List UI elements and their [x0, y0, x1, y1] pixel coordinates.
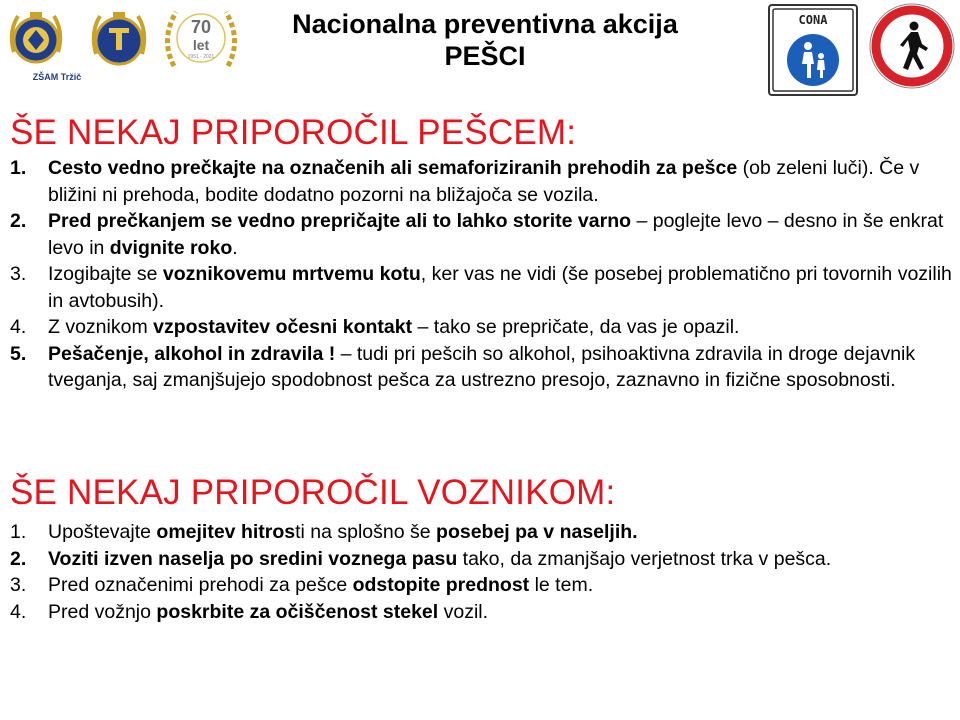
anniversary-badge	[160, 4, 242, 76]
anniversary-years: 1951 - 2021	[187, 54, 215, 60]
anniversary-number: 70	[190, 17, 212, 37]
list-item	[10, 314, 955, 341]
list-item	[10, 572, 955, 599]
item-bold-text: odstopite prednost	[352, 574, 530, 596]
item-text: – poglejte levo – desno in še enkrat levo in	[48, 210, 944, 259]
item-bold-text: poskrbite za očiščenost stekel	[156, 600, 439, 623]
item-number: 1.	[10, 521, 27, 543]
zone-sign-text: CONA	[798, 13, 828, 27]
item-bold-text: dvignite roko	[109, 236, 233, 259]
item-text: Izogibajte se	[48, 263, 163, 285]
drivers-section-title: ŠE NEKAJ PRIPOROČIL VOZNIKOM:	[10, 473, 616, 512]
list-item	[10, 155, 955, 208]
pedestrians-list	[10, 155, 955, 394]
item-bold-text: Pred prečkanjem se vedno prepričajte ali to lahko storite varno	[48, 210, 632, 232]
item-number: 5.	[10, 342, 27, 365]
list-item	[10, 519, 955, 546]
list-item	[10, 546, 955, 573]
item-text: vozil.	[438, 600, 489, 623]
item-text: tako, da zmanjšajo verjetnost trka v pešca.	[457, 547, 832, 570]
list-item	[10, 261, 955, 314]
no-pedestrians-sign	[868, 2, 956, 95]
item-text: Upoštevajte	[48, 521, 157, 543]
item-number: 3.	[10, 574, 27, 596]
item-text: (ob zeleni luči). Če v bližini ni prehoda, bodite dodatno pozorni na bližajoča se vozila.	[48, 157, 920, 206]
list-item	[10, 341, 955, 394]
item-bold-text: posebej pa v naseljih.	[436, 521, 638, 543]
anniversary-word: let	[192, 37, 210, 53]
item-number: 3.	[10, 263, 27, 285]
item-bold-text: Cesto vedno prečkajte na označenih ali semaforiziranih prehodih za pešce	[48, 157, 738, 179]
item-text: – tudi pri pešcih so alkohol, psihoaktivna zdravila in droge dejavnik tveganja, saj zmanjšujejo spodobnost pešca za ustrezno presojo, zaznavno in fizične sposobnosti.	[48, 342, 916, 391]
item-text: ti na splošno še	[295, 521, 437, 543]
header	[0, 0, 960, 100]
title-line-1: Nacionalna preventivna akcija	[292, 9, 678, 39]
logo-caption: ZŠAM Tržič	[32, 72, 82, 82]
item-bold-text: omejitev hitros	[156, 521, 296, 543]
item-text: le tem.	[529, 574, 594, 596]
list-item	[10, 599, 955, 626]
association-crest-logo	[88, 8, 150, 72]
item-text: Pred vožnjo	[48, 600, 157, 623]
item-number: 4.	[10, 600, 27, 623]
item-bold-text: Voziti izven naselja po sredini voznega pasu	[48, 547, 458, 570]
item-text: .	[232, 236, 238, 259]
item-number: 2.	[10, 547, 27, 570]
school-crest-logo	[6, 8, 66, 70]
drivers-list	[10, 519, 955, 625]
item-number: 1.	[10, 157, 27, 179]
list-item	[10, 208, 955, 261]
item-text: Z voznikom	[48, 316, 154, 338]
item-number: 4.	[10, 316, 27, 338]
title-line-2: PEŠCI	[444, 41, 526, 71]
item-bold-text: vzpostavitev očesni kontakt	[153, 316, 413, 338]
pedestrians-section-title: ŠE NEKAJ PRIPOROČIL PEŠCEM:	[10, 113, 577, 152]
item-bold-text: Pešačenje, alkohol in zdravila !	[48, 342, 336, 365]
page-title	[240, 8, 730, 72]
pedestrian-zone-sign	[768, 4, 858, 101]
item-bold-text: voznikovemu mrtvemu kotu	[162, 263, 421, 285]
item-number: 2.	[10, 210, 27, 232]
item-text: Pred označenimi prehodi za pešce	[48, 574, 353, 596]
item-text: – tako se prepričate, da vas je opazil.	[412, 316, 740, 338]
item-text: , ker vas ne vidi (še posebej problematično pri tovornih vozilih in avtobusih).	[48, 263, 952, 312]
